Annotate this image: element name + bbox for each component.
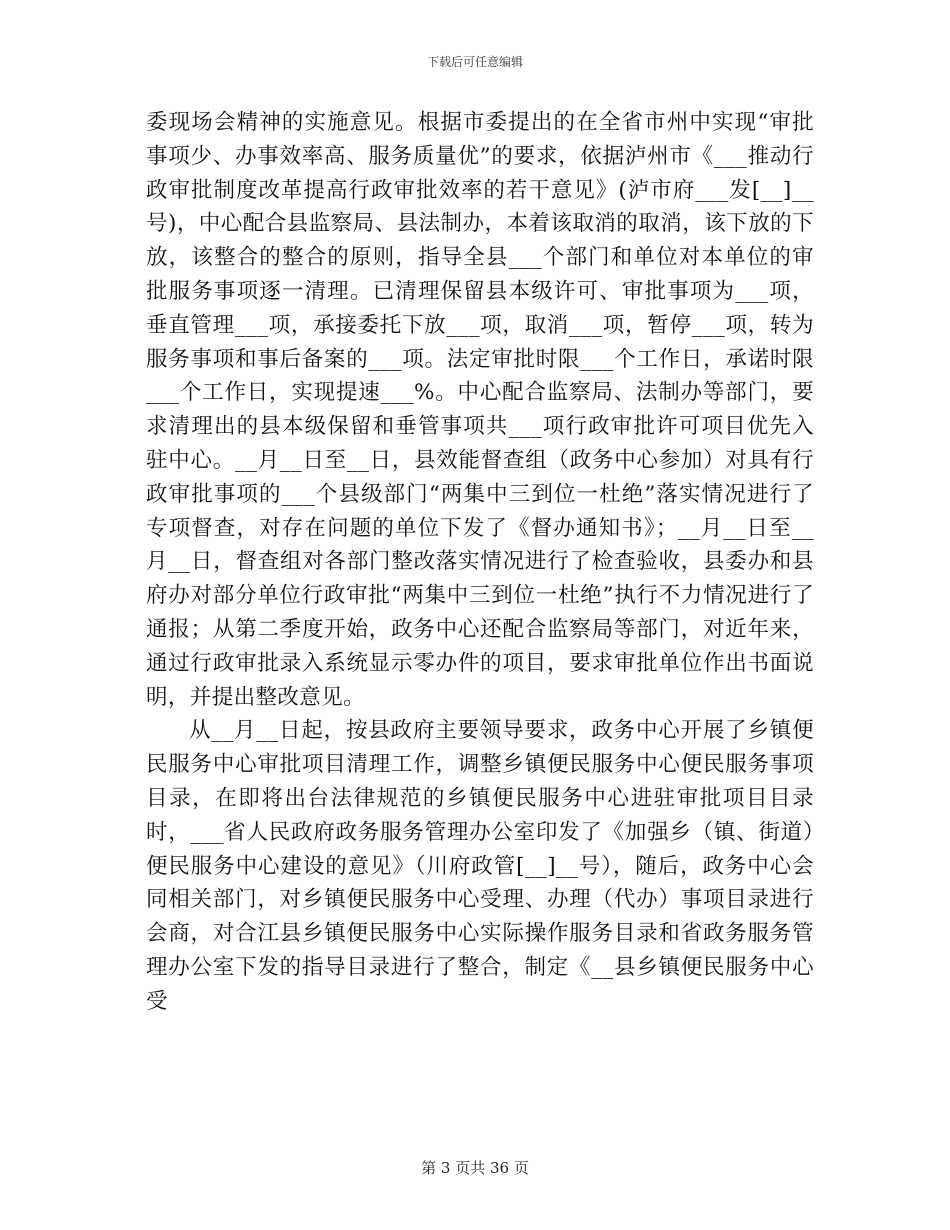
paragraph-2: 从__月__日起，按县政府主要领导要求，政务中心开展了乡镇便民服务中心审批项目清理工作，调整乡镇便民服务中心便民服务事项目录，在即将出台法律规范的乡镇便民服务中心进驻审批项目目录时，___省人民政府政务服务管理办公室印发了《加强乡（镇、街道）便民服务中心建设的意见》（川府政管[__]__号），随后，政务中心会同相关部门，对乡镇便民服务中心受理、办理（代办）事项目录进行会商，对合江县乡镇便民服务中心实际操作服务目录和省政务服务管理办公室下发的指导目录进行了整合，制定《__县乡镇便民服务中心受 bbox=[146, 718, 814, 1014]
document-body bbox=[146, 106, 814, 1019]
page-number: 第 3 页共 36 页 bbox=[421, 1159, 529, 1177]
paragraph-1: 委现场会精神的实施意见。根据市委提出的在全省市州中实现“审批事项少、办事效率高、服务质量优”的要求，依据泸州市《___推动行政审批制度改革提高行政审批效率的若干意见》(泸市府___发[__]__号)，中心配合县监察局、县法制办，本着该取消的取消，该下放的下放，该整合的整合的原则，指导全县___个部门和单位对本单位的审批服务事项逐一清理。已清理保留县本级许可、审批事项为___项，垂直管理___项，承接委托下放___项，取消___项，暂停___项，转为服务事项和事后备案的___项。法定审批时限___个工作日，承诺时限___个工作日，实现提速___%。中心配合监察局、法制办等部门，要求清理出的县本级保留和垂管事项共___项行政审批许可项目优先入驻中心。__月__日至__日，县效能督查组（政务中心参加）对具有行政审批事项的___个县级部门“两集中三到位一杜绝”落实情况进行了专项督查，对存在问题的单位下发了《督办通知书》；__月__日至__月__日，督查组对各部门整改落实情况进行了检查验收，县委办和县府办对部分单位行政审批“两集中三到位一杜绝”执行不力情况进行了通报；从第二季度开始，政务中心还配合监察局等部门，对近年来，通过行政审批录入系统显示零办件的项目，要求审批单位作出书面说明，并提出整改意见。 bbox=[146, 110, 814, 710]
page-header: 下载后可任意编辑 bbox=[426, 55, 523, 69]
